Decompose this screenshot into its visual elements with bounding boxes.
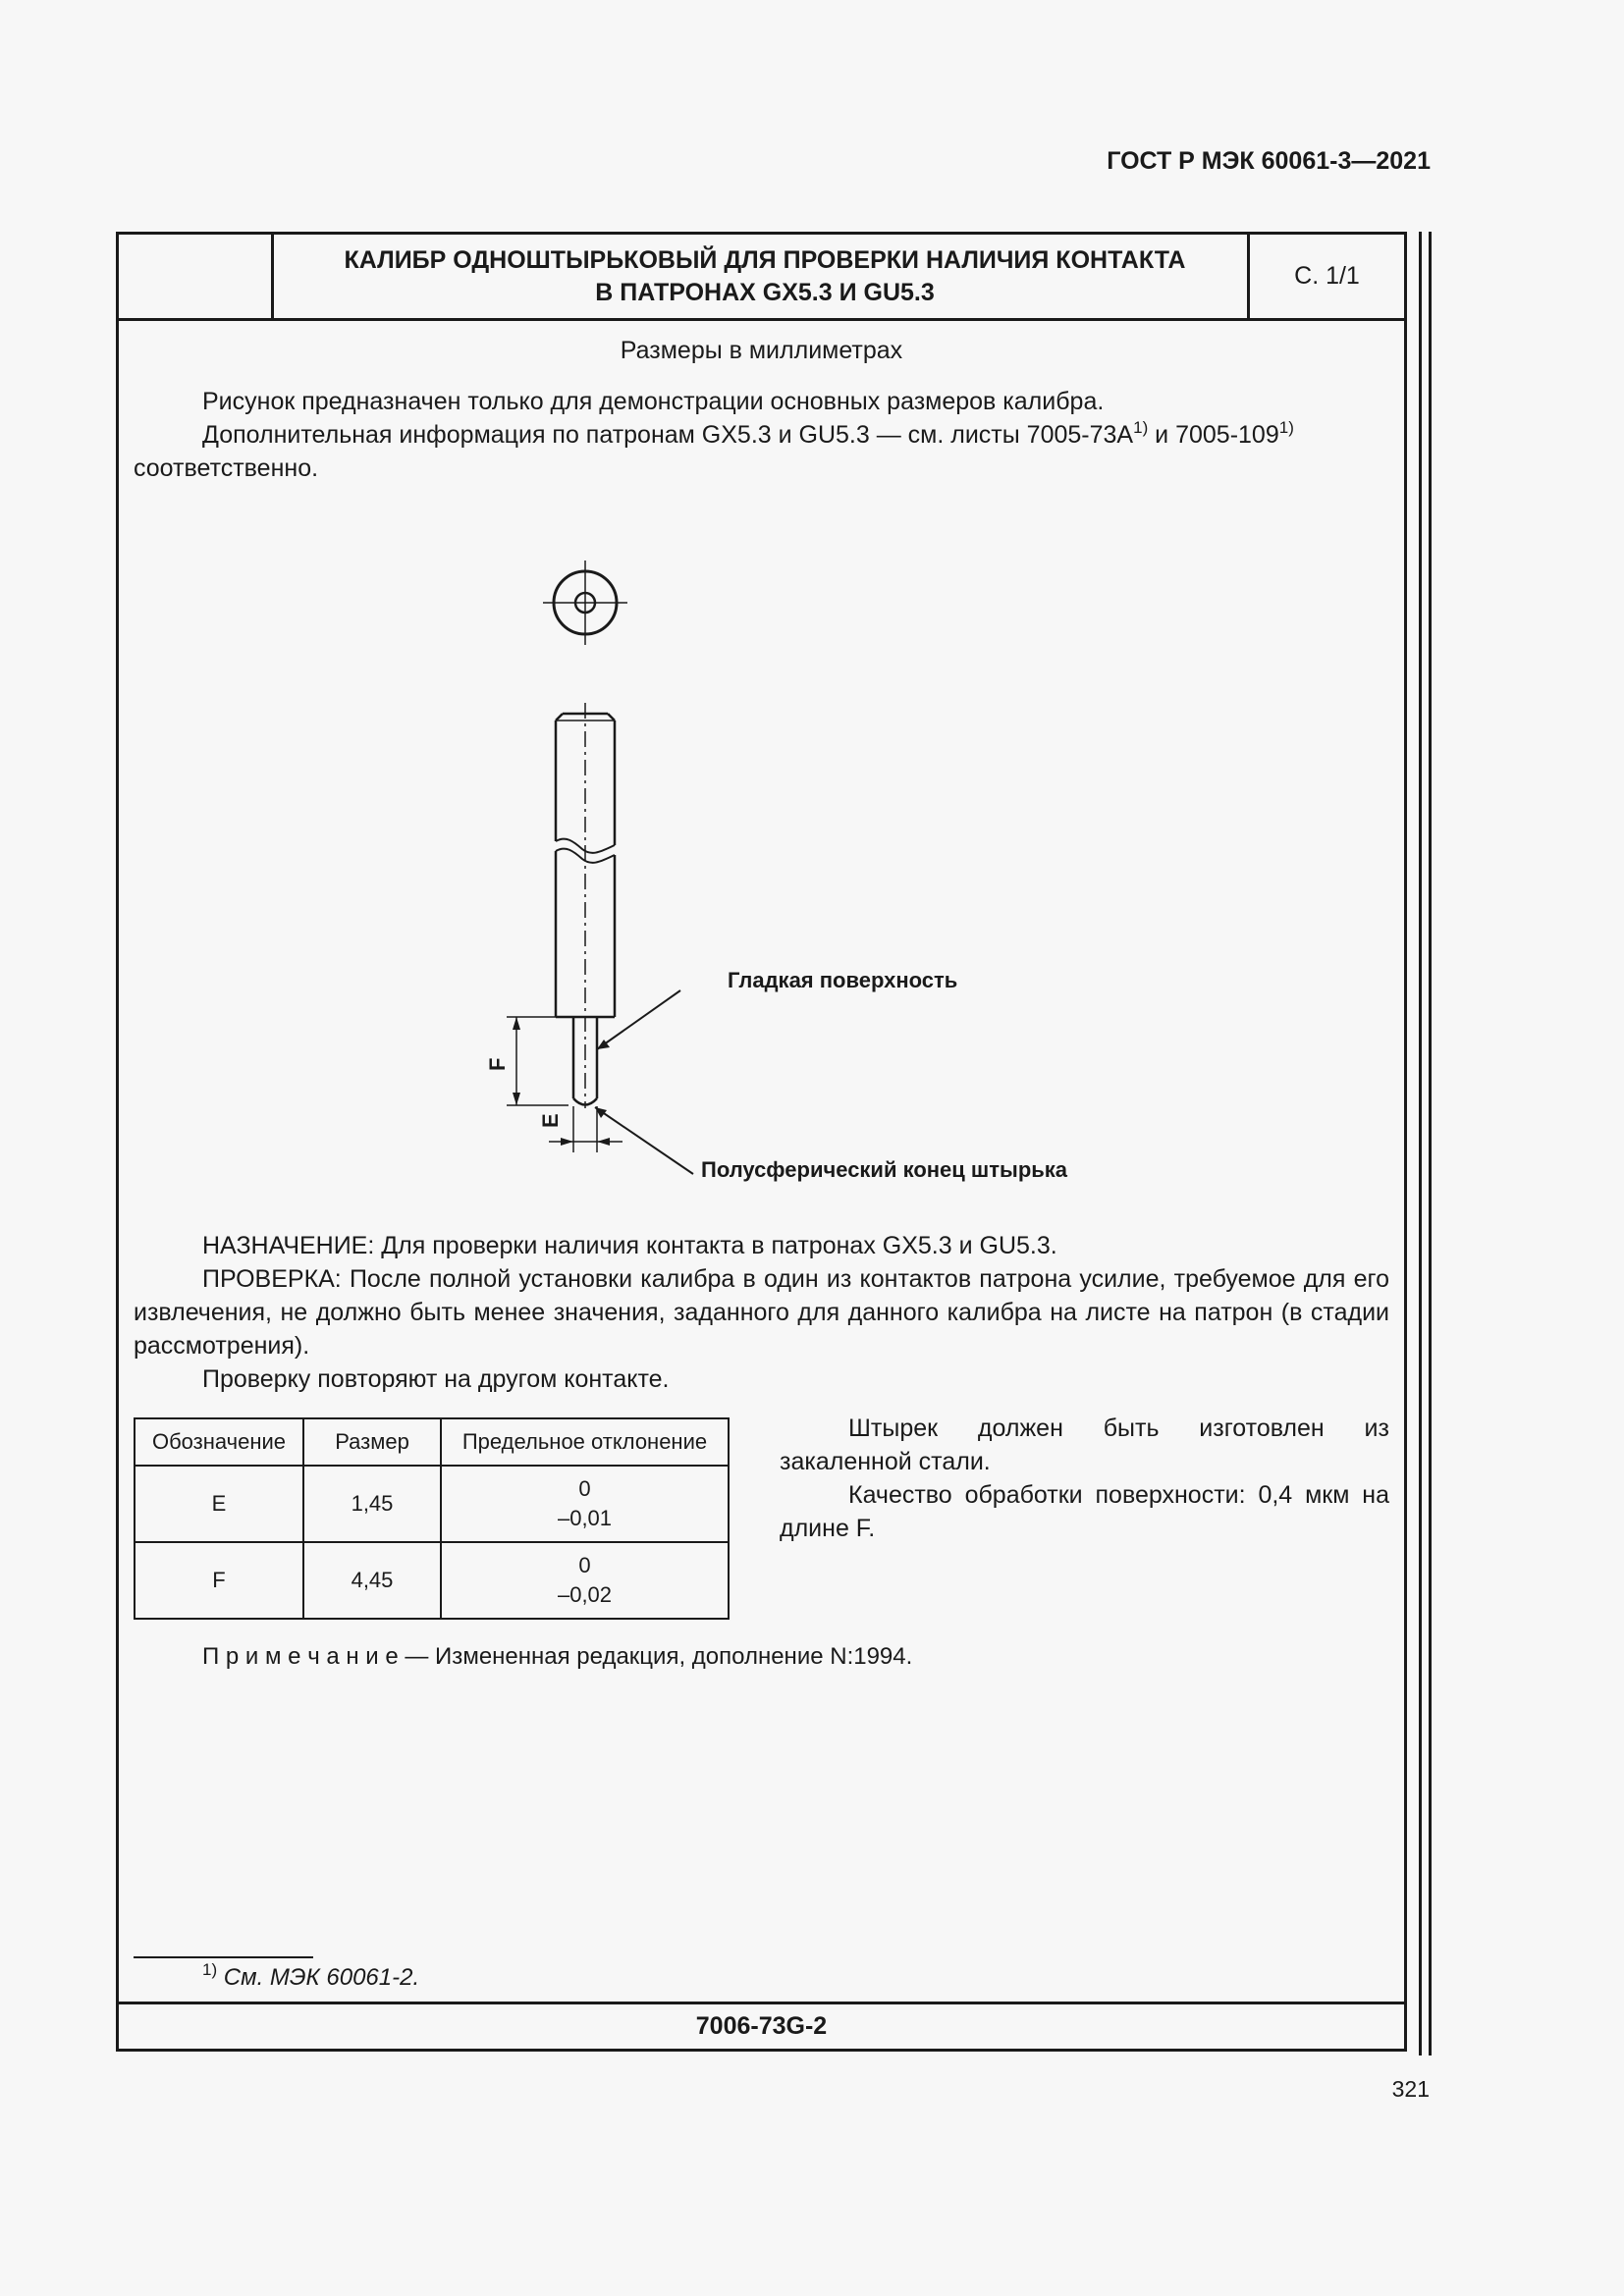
material-text: [780, 1412, 1389, 1545]
page-number: 321: [1391, 2076, 1430, 2102]
footnote-ref: 1): [1133, 418, 1149, 437]
footnote-ref: 1): [1278, 418, 1294, 437]
title-block: [119, 235, 1404, 321]
footnote: $^{1)}$ См. МЭК 60061-2.: [202, 1960, 420, 1991]
sheet-number: С. 1/1: [1247, 235, 1404, 318]
symbol-cell: E: [135, 1466, 303, 1542]
label-hemispherical-end: Полусферический конец штырька: [701, 1157, 1068, 1182]
units-note: Размеры в миллиметрах: [620, 337, 903, 364]
purpose-check-text: [134, 1229, 1389, 1396]
size-cell: 4,45: [303, 1542, 441, 1619]
intro-line1: Рисунок предназначен только для демонстрации основных размеров калибра.: [202, 388, 1105, 415]
margin-line: [1419, 232, 1422, 2056]
sheet-title: [274, 235, 1256, 318]
size-cell: 1,45: [303, 1466, 441, 1542]
label-smooth-surface: Гладкая поверхность: [728, 968, 958, 992]
table-header: Предельное отклонение: [441, 1418, 729, 1466]
material-note: Штырек должен быть изготовлен из закаленной стали.: [780, 1415, 1389, 1475]
symbol-cell: F: [135, 1542, 303, 1619]
leader-smooth-surface: [597, 990, 680, 1049]
check-text: ПРОВЕРКА: После полной установки калибра в один из контактов патрона усилие, требуемое для его извлечения, не должно быть менее значения, заданного для данного калибра на листе на патрон (в стадии рассмотрения).: [134, 1265, 1389, 1360]
margin-line: [1429, 232, 1432, 2056]
gauge-sheet-frame: [116, 232, 1407, 2052]
footnote-separator: [134, 1956, 313, 1958]
amendment-note: П р и м е ч а н и е — Измененная редакция, дополнение N:1994.: [202, 1643, 913, 1670]
table-header-row: [135, 1418, 729, 1466]
table-row: [135, 1542, 729, 1619]
tolerance-cell: 0 –0,01: [441, 1466, 729, 1542]
dim-label-F: F: [485, 1057, 510, 1071]
dim-label-E: E: [538, 1113, 563, 1128]
surface-quality-note: Качество обработки поверхности: 0,4 мкм на длине F.: [780, 1481, 1389, 1542]
table-header: Обозначение: [135, 1418, 303, 1466]
intro-line3: соответственно.: [134, 454, 319, 482]
intro-text: [134, 385, 1389, 485]
table-header: Размер: [303, 1418, 441, 1466]
title-block-empty-cell: [119, 235, 274, 318]
standard-code: ГОСТ Р МЭК 60061-3—2021: [1107, 147, 1431, 175]
table-row: [135, 1466, 729, 1542]
sheet-title-line1: КАЛИБР ОДНОШТЫРЬКОВЫЙ ДЛЯ ПРОВЕРКИ НАЛИЧИЯ КОНТАКТА: [344, 246, 1186, 274]
tolerance-cell: 0 –0,02: [441, 1542, 729, 1619]
sheet-code: 7006-73G-2: [119, 2002, 1404, 2049]
dimensions-table: [134, 1417, 730, 1620]
repeat-text: Проверку повторяют на другом контакте.: [202, 1365, 670, 1393]
intro-line2: Дополнительная информация по патронам GX5.3 и GU5.3 — см. листы $7005-73А^{1)}$ и 7005-109$^{1)}$: [202, 418, 1294, 449]
purpose-text: НАЗНАЧЕНИЕ: Для проверки наличия контакта в патронах GX5.3 и GU5.3.: [202, 1232, 1057, 1259]
sheet-title-line2: В ПАТРОНАХ GX5.3 И GU5.3: [595, 279, 935, 306]
